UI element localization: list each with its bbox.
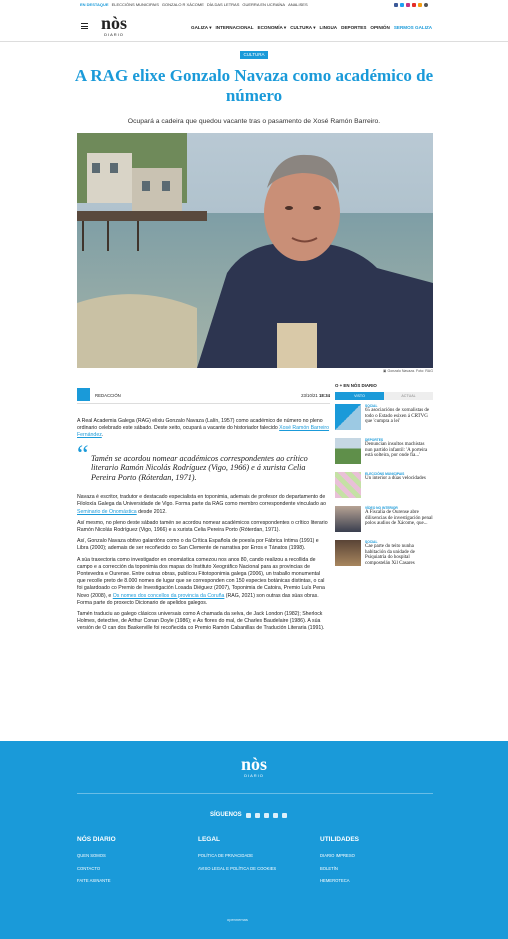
article-body (77, 418, 330, 637)
youtube-icon[interactable] (273, 813, 278, 818)
rss-icon[interactable] (418, 3, 422, 7)
youtube-icon[interactable] (412, 3, 416, 7)
follow-label: SÍGUENOS (210, 812, 242, 818)
nav-sermos-galiza[interactable]: SERMOS GALIZA (393, 25, 433, 30)
footer-col-title: LEGAL (198, 836, 221, 843)
item-category: SOCIAL (365, 540, 378, 544)
nav-internacional[interactable]: INTERNACIONAL (215, 25, 254, 30)
footer-link[interactable]: BOLETÍN (320, 865, 338, 871)
item-title: 65 asociacións de xornalistas de todo o Estado esixen á CRTVG que 'cumpra a lei' (365, 408, 430, 425)
item-category: ELECCIÓNS MUNICIPAIS (365, 472, 405, 476)
footer-col-title: UTILIDADES (320, 836, 359, 843)
paragraph-text: Navaza é escritor, tradutor e destacado especialista en toponimia, ademais de profesor do departamento de Filoloxía Galega da Universidade de Vigo. Forma parte da RAG como membro correspondente vinculado ao (77, 494, 327, 508)
nav-galiza[interactable]: GALIZA ▾ (191, 25, 212, 30)
thumbnail (335, 540, 361, 566)
twitter-icon[interactable] (400, 3, 404, 7)
footer-link[interactable]: HEMEROTECA (320, 878, 350, 883)
footer-divider (77, 793, 433, 794)
footer-col-nos-diario (77, 836, 187, 891)
quote-text: Tamén se acordou nomear académicos correspondentes ao crítico literario Ramón Nicolás Rodríguez (Vigo, 1966) e á xurista Celia Pereira Porto (Róterdan, 1971). (91, 453, 308, 482)
user-icon[interactable] (424, 3, 428, 7)
nav-economia[interactable]: ECONOMÍA ▾ (257, 25, 287, 30)
item-title: Un interior a dúas velocidades (365, 476, 426, 481)
camera-icon: ▣ (383, 369, 388, 373)
article-photo (77, 133, 433, 368)
author-line (77, 388, 330, 404)
site-footer (0, 741, 508, 939)
instagram-icon[interactable] (406, 3, 410, 7)
thumbnail (335, 506, 361, 532)
facebook-icon[interactable] (246, 813, 251, 818)
author-name[interactable]: REDACCIÓN (95, 393, 121, 398)
publish-date (301, 393, 330, 398)
date-day: 23/10/21 (301, 393, 319, 398)
footer-logo[interactable] (234, 755, 274, 778)
photo-illustration (77, 133, 433, 368)
quote-icon: “ (77, 439, 89, 469)
nav-cultura[interactable]: CULTURA ▾ (290, 25, 316, 30)
paragraph-text: desde 2012. (136, 508, 167, 515)
menu-icon[interactable] (81, 23, 88, 29)
footer-col-legal (198, 836, 308, 878)
highlight-link[interactable]: DÍA DAS LETRAS (206, 2, 240, 7)
tab-visto[interactable]: VISTO (335, 392, 384, 400)
twitter-icon[interactable] (255, 813, 260, 818)
logo-subtext: DIARIO (104, 32, 124, 37)
thumbnail (335, 472, 361, 498)
footer-logo-text: nòs (240, 754, 267, 774)
footer-link[interactable]: AVISO LEGAL E POLÍTICA DE COOKIES (198, 865, 277, 871)
paragraph-text: A Real Academia Galega (RAG) elixiu Gonzalo Navaza (Lalín, 1957) como académico de número no pleno ordinario celebrado este sábado. Deste xeito, ocupará a vacante do historiador falecido (77, 418, 323, 432)
footer-link[interactable]: DIARIO IMPRESO (320, 853, 355, 858)
sidebar-tabs (335, 392, 433, 400)
top-bar (0, 0, 508, 9)
logo-text: nòs (100, 13, 127, 33)
powered-by[interactable]: opennemas (227, 917, 248, 922)
tab-actual[interactable]: ACTUAL (384, 392, 433, 400)
highlight-link[interactable]: ELECCIÓNS MUNICIPAIS (111, 2, 159, 7)
follow-us (210, 812, 287, 818)
footer-col-utilidades (320, 836, 430, 891)
highlight-link[interactable]: GONZALO R XÁCOME (161, 2, 204, 7)
footer-link[interactable]: CONTACTO (77, 865, 101, 871)
date-time: 18:34 (319, 393, 330, 398)
paragraph: Tamén traduciu ao galego clásicos universais como A chamada da selva, de Jack London (1982); Sherlock Holmes, detective, de Arthur Conan Doyle (1986); e As flores do mal, de Charles Baudelaire (1986). A súa versión de O can dos Baskerville foi recoñecida co Premio Ramón Cabanillas de Tradución Literaria (1991). (77, 610, 325, 632)
author-avatar (77, 388, 90, 401)
highlight-link[interactable]: GUERRA EN UCRAÍNA (242, 2, 286, 7)
social-icons (394, 3, 428, 7)
item-title: Denuncian insultos machistas nun partido infantil: 'A porteira está solteira, por onde fía...' (365, 442, 428, 459)
inline-link[interactable]: Xosé Ramón Barreiro Fernández (77, 425, 330, 439)
footer-logo-subtext: DIARIO (244, 773, 264, 778)
list-item[interactable] (335, 404, 433, 435)
site-logo[interactable] (94, 14, 134, 37)
paragraph-text: . (101, 432, 104, 439)
rss-icon[interactable] (282, 813, 287, 818)
paragraph-text: A súa traxectoria como investigador en onomástica comezou nos anos 80, cando realizou a recollida de campo e a corrección da toponimia dos mapas do Instituto Xeográfico Nacional para as provincias de Pontevedra e Ourense. Entre outras obras, publicou Fitotoponimia galega (2006), un traballo monumental que recolle preto de 8.000 nomes de lugar que se corresponden con 150 especies botánicas distintas, o cal foi galardoado co Premio de Investigación Losada Diéguez (2007), Toponimia de Catoira, Premio Luís Pena Novo (2008), e (77, 556, 325, 599)
most-read-sidebar (335, 383, 433, 574)
article-subtitle: Ocupará a cadeira que quedou vacante tras o pasamento de Xosé Ramón Barreiro. (127, 118, 381, 125)
list-item[interactable] (335, 540, 433, 571)
paragraph (77, 557, 330, 607)
item-category: DEPORTES (365, 438, 384, 442)
pull-quote (77, 439, 330, 483)
list-item[interactable] (335, 472, 433, 503)
paragraph: Así mesmo, no pleno deste sábado tamén se acordou nomear académicos correspondentes o crítico literario Ramón Nicolás Rodríguez (Vigo, 1966) e a xurista Celia Pereira Porto (Róterdan, 1971). (77, 519, 328, 533)
item-category: VÍDEO NO INTERIOR (365, 506, 398, 510)
list-item[interactable] (335, 506, 433, 537)
paragraph-text: (RAG, 2021) son outras das súas obras. Forma parte do proxecto Dicionario de apelidos galegos. (77, 592, 319, 606)
article-title: A RAG elixe Gonzalo Navaza como académico de número (74, 66, 434, 105)
footer-link[interactable]: POLÍTICA DE PRIVACIDADE (198, 853, 254, 858)
main-nav (191, 25, 432, 31)
inline-link[interactable]: Os nomes dos concellos da provincia da Coruña (112, 592, 225, 599)
thumbnail (335, 438, 361, 464)
instagram-icon[interactable] (264, 813, 269, 818)
facebook-icon[interactable] (394, 3, 398, 7)
paragraph: Así, Gonzalo Navaza obtivo galardóns como o da Crítica Española de poesía por Fábrica íntima (1991) e Libra (2000); ademais de ser recoñecido co San Clemente de narrativa por Erros e Tánatos (1998). (77, 538, 319, 552)
highlight-label: EN DESTAQUE (80, 2, 109, 7)
footer-col-title: NÓS DIARIO (77, 836, 116, 843)
footer-link[interactable]: QUEN SOMOS (77, 853, 106, 858)
inline-link[interactable]: Seminario de Onomástica (77, 508, 137, 515)
paragraph (77, 494, 330, 516)
nav-deportes[interactable]: DEPORTES (341, 25, 367, 30)
nav-lingua[interactable]: LINGUA (319, 25, 338, 30)
thumbnail (335, 404, 361, 430)
photo-caption (300, 369, 433, 373)
footer-link[interactable]: FAITE ASINANTE (77, 878, 111, 883)
item-title: Cae parte do teito nunha habitación da unidade de Psiquiatría do hospital compostelán Xil Casares (365, 544, 415, 566)
sidebar-title: O + EN NÓS DIARIO (335, 383, 377, 388)
item-title: A Fiscalía de Ourense abre dilixencias de investigación penal polos audios de Xácome, que... (365, 510, 433, 527)
highlight-link[interactable]: ANALISES (288, 2, 308, 7)
nav-opinion[interactable]: OPINIÓN (370, 25, 390, 30)
photo-caption-text: Gonzalo Navaza. Foto: RAG (387, 369, 433, 373)
list-item[interactable] (335, 438, 433, 469)
paragraph (77, 418, 330, 440)
site-header (0, 10, 508, 42)
category-badge[interactable]: CULTURA (240, 51, 268, 59)
item-category: SOCIAL (365, 404, 378, 408)
